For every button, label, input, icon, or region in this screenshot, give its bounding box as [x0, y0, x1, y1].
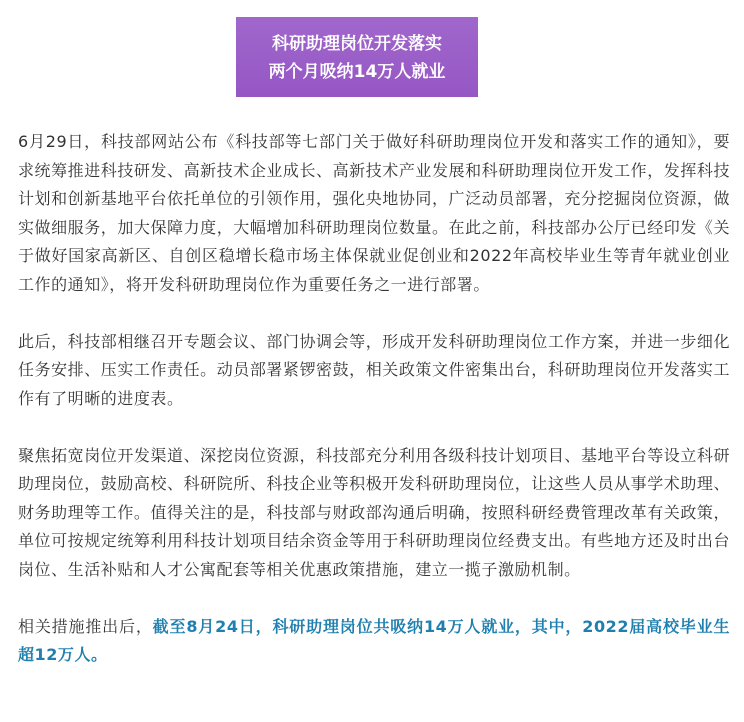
paragraph-2: 此后，科技部相继召开专题会议、部门协调会等，形成开发科研助理岗位工作方案，并进一步细化任务安排、压实工作责任。动员部署紧锣密鼓，相关政策文件密集出台，科研助理岗位开发落实工作有了明晰的进度表。 [18, 331, 730, 408]
paragraph-1: 6月29日，科技部网站公布《科技部等七部门关于做好科研助理岗位开发和落实工作的通知》，要求统筹推进科技研发、高新技术企业成长、高新技术产业发展和科研助理岗位开发工作，发挥科技计划和创新基地平台依托单位的引领作用，强化央地协同，广泛动员部署，充分挖掘岗位资源，做实做细服务，加大保障力度，大幅增加科研助理岗位数量。在此之前，科技部办公厅已经印发《关于做好国家高新区、自创区稳增长稳市场主体保就业促创业和2022年高校毕业生等青年就业创业工作的通知》，将开发科研助理岗位作为重要任务之一进行部署。 [18, 132, 730, 294]
title-line-1: 科研助理岗位开发落实 [272, 33, 442, 54]
paragraph-3: 聚焦拓宽岗位开发渠道、深挖岗位资源，科技部充分利用各级科技计划项目、基地平台等设立科研助理岗位，鼓励高校、科研院所、科技企业等积极开发科研助理岗位，让这些人员从事学术助理、财务助理等工作。值得关注的是，科技部与财政部沟通后明确，按照科研经费管理改革有关政策，单位可按规定统筹利用科技计划项目结余资金等用于科研助理岗位经费支出。有些地方还及时出台岗位、生活补贴和人才公寓配套等相关优惠政策措施，建立一揽子激励机制。 [18, 445, 730, 579]
title-banner [236, 17, 478, 97]
paragraph-4-lead: 相关措施推出后， [18, 616, 153, 636]
article-body [18, 128, 730, 670]
paragraph-4 [18, 613, 730, 670]
title-line-2: 两个月吸纳14万人就业 [268, 61, 446, 82]
paragraph-4-highlight: 截至8月24日，科研助理岗位共吸纳14万人就业，其中，2022届高校毕业生超12万人。 [18, 616, 730, 664]
